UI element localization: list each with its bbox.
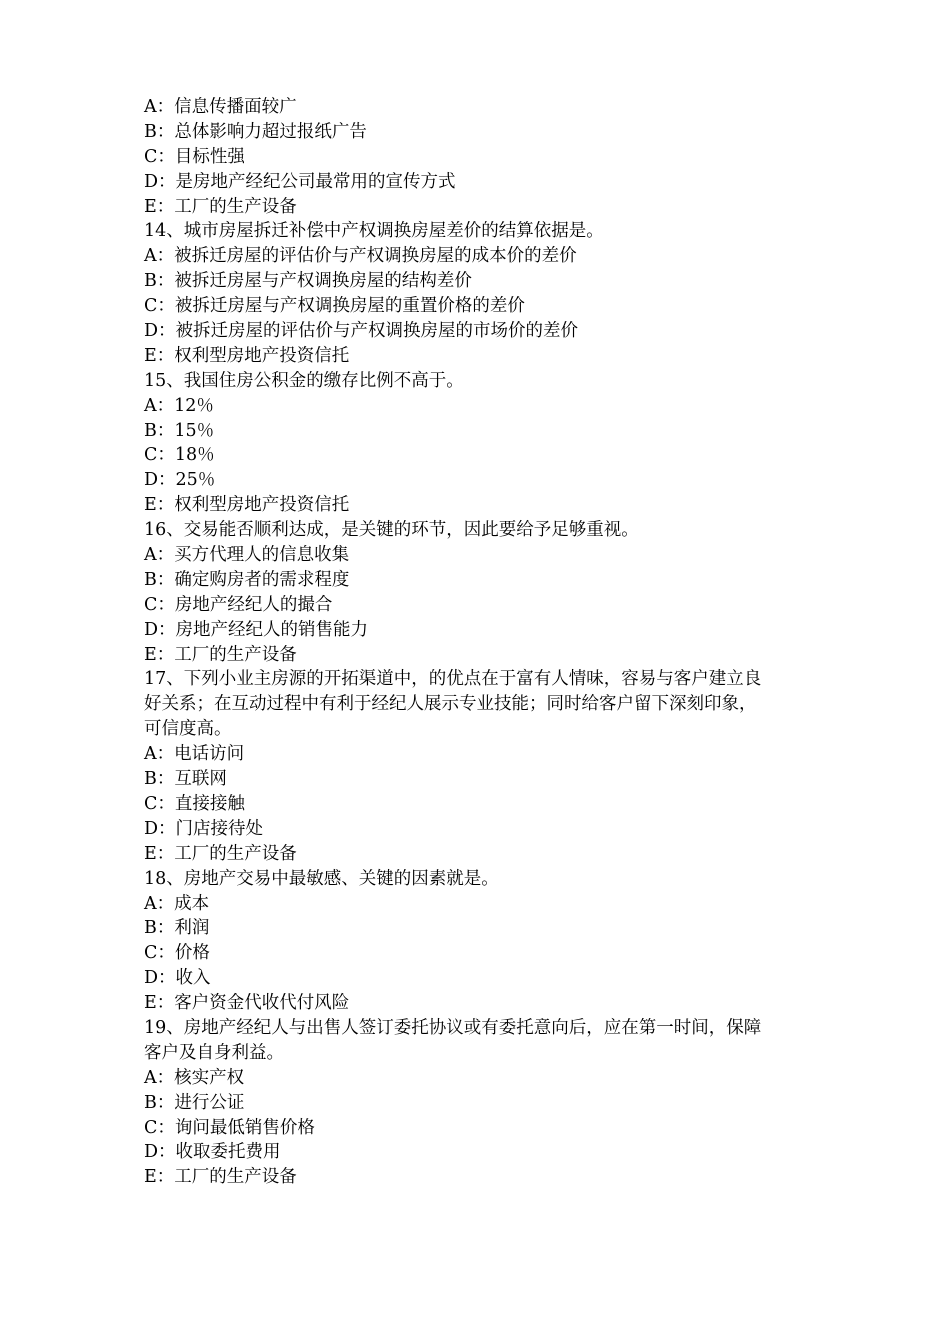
option-c: C：被拆迁房屋与产权调换房屋的重置价格的差价	[144, 296, 525, 317]
option-b: B：确定购房者的需求程度	[144, 569, 350, 590]
option-e: E：工厂的生产设备	[144, 843, 297, 864]
option-b: B：进行公证	[144, 1092, 245, 1113]
option-c: C：18％	[144, 445, 215, 466]
option-b: B：互联网	[144, 769, 227, 790]
question-19-line-2: 客户及自身利益。	[144, 1042, 284, 1063]
question-16: 16、交易能否顺利达成，是关键的环节，因此要给予足够重视。	[144, 520, 639, 541]
question-18: 18、房地产交易中最敏感、关键的因素就是。	[144, 868, 499, 889]
option-d: D：收取委托费用	[144, 1142, 281, 1163]
question-17-line-2: 好关系；在互动过程中有利于经纪人展示专业技能；同时给客户留下深刻印象，	[144, 694, 757, 715]
option-d: D：是房地产经纪公司最常用的宣传方式	[144, 171, 456, 192]
option-b: B：被拆迁房屋与产权调换房屋的结构差价	[144, 271, 472, 292]
question-15: 15、我国住房公积金的缴存比例不高于。	[144, 370, 464, 391]
question-19-line-1: 19、房地产经纪人与出售人签订委托协议或有委托意向后，应在第一时间，保障	[144, 1017, 762, 1038]
question-17-line-1: 17、下列小业主房源的开拓渠道中，的优点在于富有人情味，容易与客户建立良	[144, 669, 762, 690]
option-b: B：15％	[144, 420, 215, 441]
option-d: D：房地产经纪人的销售能力	[144, 619, 369, 640]
option-e: E：权利型房地产投资信托	[144, 495, 350, 516]
option-c: C：房地产经纪人的撮合	[144, 594, 333, 615]
option-e: E：工厂的生产设备	[144, 196, 297, 217]
option-a: A：电话访问	[144, 744, 245, 765]
option-d: D：25％	[144, 470, 216, 491]
question-14: 14、城市房屋拆迁补偿中产权调换房屋差价的结算依据是。	[144, 221, 604, 242]
option-e: E：工厂的生产设备	[144, 644, 297, 665]
option-c: C：直接接触	[144, 793, 245, 814]
option-c: C：价格	[144, 943, 210, 964]
option-a: A：买方代理人的信息收集	[144, 545, 350, 566]
option-c: C：目标性强	[144, 146, 245, 167]
option-b: B：总体影响力超过报纸广告	[144, 121, 367, 142]
option-e: E：客户资金代收代付风险	[144, 993, 350, 1014]
option-b: B：利润	[144, 918, 210, 939]
document-page	[144, 95, 812, 1190]
option-a: A：成本	[144, 893, 210, 914]
question-17-line-3: 可信度高。	[144, 719, 232, 740]
option-a: A：核实产权	[144, 1067, 245, 1088]
option-d: D：收入	[144, 968, 211, 989]
option-d: D：被拆迁房屋的评估价与产权调换房屋的市场价的差价	[144, 321, 579, 342]
option-d: D：门店接待处	[144, 818, 264, 839]
option-e: E：权利型房地产投资信托	[144, 345, 350, 366]
option-c: C：询问最低销售价格	[144, 1117, 315, 1138]
option-a: A：12％	[144, 395, 214, 416]
option-e: E：工厂的生产设备	[144, 1167, 297, 1188]
option-a: A：信息传播面较广	[144, 97, 297, 117]
option-a: A：被拆迁房屋的评估价与产权调换房屋的成本价的差价	[144, 246, 577, 267]
